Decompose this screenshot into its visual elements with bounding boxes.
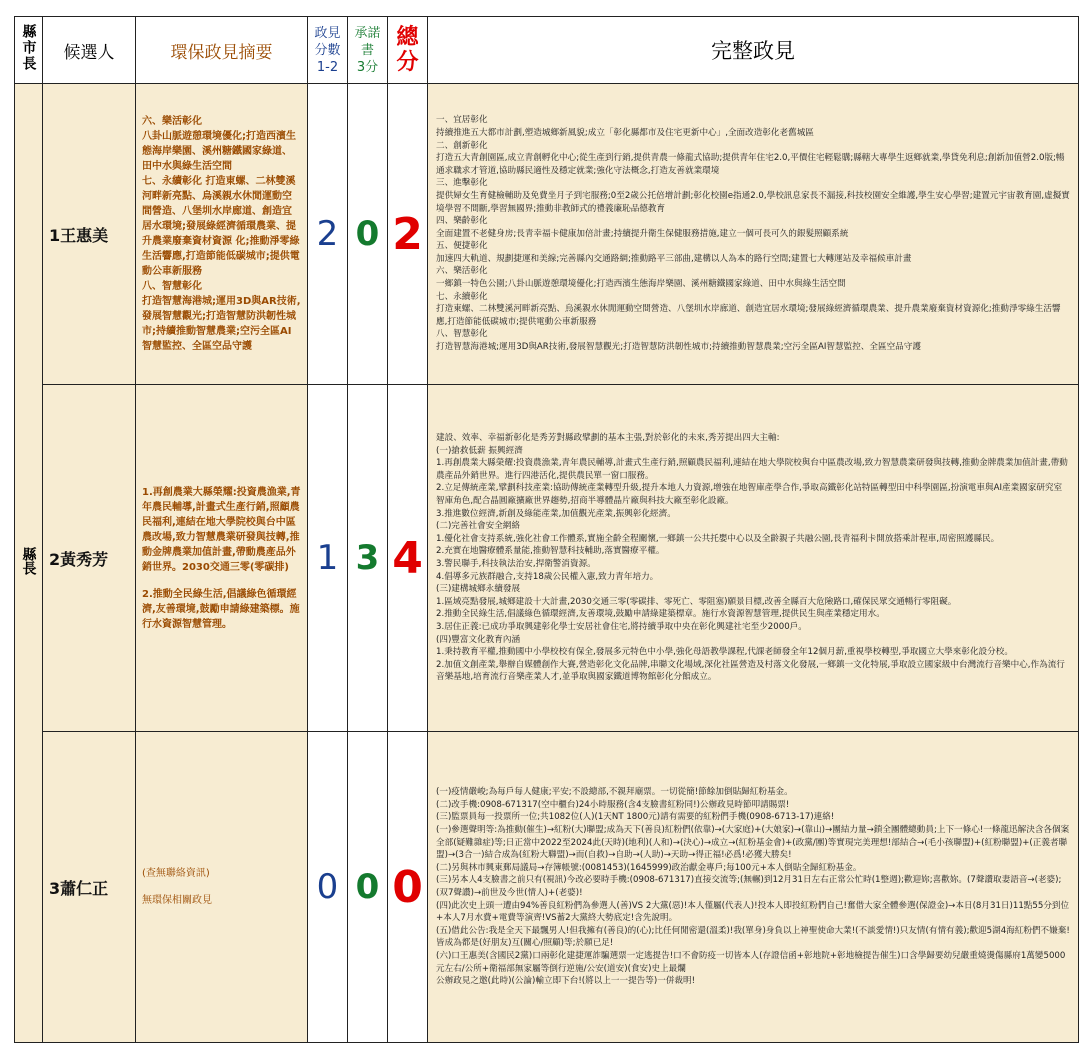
candidate-name: 3蕭仁正: [43, 732, 136, 1043]
summary-line: 六、樂活彰化: [142, 116, 202, 127]
total-value: 4: [388, 385, 428, 732]
platform-line: 1.再創農業大縣榮耀:投資農漁業,青年農民輔導,計畫式生產行銷,照顧農民福利,連結在地大學院校與台中區農改場,致力智慧農業研發與技轉,推動金牌農業加值計畫,帶動農產品外銷世界。進行四港活化,提供農民單一窗口服務。: [436, 458, 1068, 481]
pledge-value: 0: [348, 732, 388, 1043]
county-label: 縣長: [20, 547, 37, 575]
platform-line: 打造智慧海港城;運用3D與AR技術,發展智慧觀光;打造智慧防洪韌性城市;持續推動智慧農業;空污全區AI智慧監控、全區空品守護: [436, 342, 921, 353]
header-pledge-line3: 3分: [356, 59, 379, 75]
header-pledge-line2: 書: [360, 42, 374, 58]
candidate-row-1: [15, 84, 1079, 385]
platform-line: 八、智慧彰化: [436, 329, 488, 340]
summary-line: 七、永續彰化 打造東螺、二林雙溪河畔新亮點、烏溪親水休閒運動空間營造、八堡圳水岸廊道、創造宜居水環境;發展綠經濟循環農業、提升農業廢棄資材資源 化;推動淨零綠生活響應,打造節能低碳城市;提供電動公車新服務: [142, 176, 300, 277]
header-total-line1: 總: [396, 25, 419, 50]
platform-line: 2.推動全民綠生活,倡議綠色循環經濟,友善環境,鼓勵申請綠建築標章。施行水資源智慧管理,提供民生與產業穩定用水。: [436, 609, 885, 620]
candidate-name: 1王惠美: [43, 84, 136, 385]
score-value: 0: [308, 732, 348, 1043]
platform-line: (二)改手機:0908-671317(空中櫃台)24小時服務(含4支臉書紅粉同!)公辦政見時節叩請賜票!: [436, 799, 790, 810]
candidate-row-2: [15, 385, 1079, 732]
platform-line: 四、樂齡彰化: [436, 216, 488, 227]
platform-line: 3.警民聯手,科技執法治安,捍衛警消資源。: [436, 559, 596, 569]
platform-line: (一)參選聲明等:為推動(催生)→紅粉(大)聯盟;成為天下(善良)紅粉們(依靠)→(大家庭)+(大娘家)→(靠山)→團結力量→鎖全團體總動員;上下一條心!一條龍迅解決含各個案全部(疑難雜症)等;日正當中2022至2024此(天時)(地利)(人和)→(決心)→成立→(紅粉基金會)+(政黨/團)等實現完美理想!部結合→(毛小孩聯盟)+(紅粉聯盟)+(正義者聯盟)→(3合一)結合成為(紅粉大聯盟)→而(自救)→自助→(人助)→天助→得正福!必爲!必獲大勝矣!: [436, 825, 1070, 861]
pledge-value: 3: [348, 385, 388, 732]
score-value: 1: [308, 385, 348, 732]
total-value: 2: [388, 84, 428, 385]
summary-cell: [136, 385, 308, 732]
header-row: [15, 17, 1079, 84]
full-platform-cell: [428, 385, 1079, 732]
platform-line: (六)口王惠美(含國民2黨)口兩彰化建捷運詐騙選票一定逃提告!口不會防疫一切皆本人(存證信函+彰地院+彰地檢提告催生)口含學歸要幼兒嚴重燒燙傷縣府1萬變5000元左右/公所+衛福部無家屬等倒行逆施/公安(道安)(食安)史上最爛: [436, 950, 1066, 974]
county-cell: [15, 84, 43, 1043]
platform-line: 3.居住正義:已成功爭取興建彰化學士安居社會住宅,將持續爭取中央在彰化興建社宅至少2000戶。: [436, 621, 807, 632]
platform-line: 一鄉鎮一特色公園;八卦山脈遊憩環境優化;打造西濱生態海岸樂園、溪州糖鐵國家綠道、田中水與綠生活空間: [436, 279, 846, 290]
platform-line: (一)搶救低薪 振興經濟: [436, 445, 523, 456]
score-value: 2: [308, 84, 348, 385]
header-score-line3: 1-2: [316, 59, 339, 75]
summary-spacer: [142, 575, 301, 587]
platform-line: (三)監票員每一投票所一位;共1082位(人)(1天NT 1800元)請有需要的紅粉們手機(0908-6713-17)連絡!: [436, 812, 835, 823]
platform-line: 加速四大軌道、規劃捷運和美線;完善縣內交通路網;推動路平三部曲,建構以人為本的路行空間;建置七大轉運站及幸福候車計畫: [436, 253, 912, 264]
full-platform-cell: [428, 84, 1079, 385]
summary-cell: [136, 84, 308, 385]
platform-line: (五)借此公告:我是全天下最飄男人!但我擁有(善良)的(心);比任何閒密還(溫柔)!我(單身)身負以上神聖使命大業!(不談愛情!)只友情(有情有義);歡迎5湖4海紅粉們不嫌棄!皆成為都是(好朋友)互(關心/照顧)等;於願已足!: [436, 925, 1070, 949]
header-summary: 環保政見摘要: [136, 17, 308, 84]
platform-line: 五、便捷彰化: [436, 241, 488, 252]
summary-line: 八、智慧彰化: [142, 281, 202, 292]
platform-line: 六、樂活彰化: [436, 266, 488, 277]
platform-line: 打造東螺、二林雙溪河畔新亮點、烏溪親水休閒運動空間營造、八堡圳水岸廊道、創造宜居水環境;發展綠經濟循環農業、提升農業廢棄資材資源化;推動淨零綠生活響應,打造節能低碳城市;提供電動公車新服務: [436, 304, 1061, 327]
header-county: 縣市長: [15, 17, 43, 84]
platform-line: 1.優化社會支持系統,強化社會工作體系,實施全齡全程關懷,一鄉鎮一公共托嬰中心以及全齡親子共融公園,長青福利卡開放搭乘計程車,周密照護縣民。: [436, 533, 1000, 544]
platform-line: 建設、效率、幸福新彰化是秀芳對縣政擘劃的基本主張,對於彰化的未來,秀芳提出四大主軸:: [436, 433, 780, 444]
candidate-name: 2黃秀芳: [43, 385, 136, 732]
platform-line: (三)另本人4支臉書之前只有(視訊)今改必要時手機:(0908-671317)直接交流等;(無輾)到12月31日左右正常公忙時(1整週);歡迎妳;喜歡妳。(7聲讚取妻語音→(老婆);(双7聲讚)→前世及今世(情人)+(老婆)!: [436, 875, 1062, 898]
platform-line: 4.倡導多元族群融合,支持18歲公民權入憲,致力青年培力。: [436, 571, 659, 582]
platform-line: (二)完善社會安全網絡: [436, 521, 521, 532]
platform-line: (三)建構城鄉永續發展: [436, 584, 521, 595]
platform-line: 提供婦女生育健檢輔助及免費坐月子到宅服務;0至2歲公托倍增計劃;彰化校園e指通2.0,學校訊息家長不漏接,科技校園安全維護,學生安心學習;建置元宇宙教育園,虛擬實境學習不間斷,學習無國界;推動非教師式的禮義廉恥品德教育: [436, 190, 1070, 214]
platform-line: (四)豐富文化教育內涵: [436, 634, 521, 645]
summary-line: 無環保相關政見: [142, 895, 212, 906]
header-score-line1: 政見: [314, 25, 341, 41]
platform-line: (四)此次史上頭一遭由94%善良紅粉們為參選人(善)VS 2大黨(惡)!本人僅屬(代表人)!投本人即投紅粉們自己!奮借大家全體參選(保證金)→本日(8月31日)11點55分到位+本人7月水費+電費等演齊!VS蓄2大黨終大勢底定!含先說明。: [436, 900, 1070, 924]
summary-line: 打造智慧海港城;運用3D與AR技術,發展智慧觀光;打造智慧防洪韌性城市;持續推動智慧農業;空污全區AI智慧監控、全區空品守護: [142, 296, 301, 352]
platform-line: 二、創新彰化: [436, 140, 488, 151]
platform-line: (二)另與林市興東郵局議局→存簿帳號:(0081453)(1645999)政治獻金專戶;每100元+本人倒貼全歸紅粉基金。: [436, 862, 862, 873]
platform-line: 2.充實在地醫療體系量能,推動智慧科技輔助,落實醫療平權。: [436, 546, 665, 557]
candidate-row-3: [15, 732, 1079, 1043]
full-platform-cell: [428, 732, 1079, 1043]
summary-spacer: [142, 881, 301, 893]
platform-line: 全面建置不老健身房;長青幸福卡健康加倍計畫;持續提升衛生保健服務措施,建立一個可長可久的銀髮照顧系統: [436, 228, 849, 239]
summary-line: (查無聯絡資訊): [142, 868, 210, 879]
pledge-value: 0: [348, 84, 388, 385]
platform-line: 持續推進五大都市計劃,塑造城鄉新風貌;成立「彰化縣都市及住宅更新中心」,全面改造彰化老舊城區: [436, 127, 814, 138]
header-score-line2: 分數: [314, 42, 341, 58]
platform-line: (一)疫情嚴峻;為每戶每人健康;平安;不設總部,不親拜廟票。一切從簡!節餘加倒貼歸紅粉基金。: [436, 787, 793, 798]
platform-line: 七、永續彰化: [436, 291, 488, 302]
platform-line: 2.立足傳統產業,擘劃科技產業:協助傳統產業轉型升級,提升本地人力資源,增強在地智庫產學合作,爭取高鐵彰化站特區轉型田中科學園區,扮演電車與AI產業國家研究室智庫角色,配合晶圓廠擴廠世界趨勢,招商半導體晶片廠與科技大廠至彰化設廠。: [436, 483, 1063, 507]
header-candidate: 候選人: [43, 17, 136, 84]
summary-cell: [136, 732, 308, 1043]
platform-line: 一、宜居彰化: [436, 115, 488, 126]
platform-line: 3.推進數位經濟,新創及綠能產業,加值觀光產業,振興彰化經濟。: [436, 508, 676, 519]
platform-line: 公辦政見之邀(此時)(公論)輸立即下台!(將以上一一提告等)一併裁明!: [436, 976, 696, 987]
platform-line: 1.秉持教育平權,推動國中小學校校有保全,發展多元特色中小學,強化母語教學課程,代課老師發全年12個月薪,重視學校轉型,爭取國立大學來彰化設分校。: [436, 647, 1013, 658]
platform-line: 1.區域亮點發展,城鄉建設十大計畫,2030交通三零(零碳排、零死亡、零阻塞)願景目標,改善全縣百大危險路口,確保民眾交通暢行零阻礙。: [436, 596, 957, 607]
header-total-line2: 分: [396, 50, 419, 75]
platform-line: 三、進擊彰化: [436, 178, 488, 189]
header-score: [308, 17, 348, 84]
summary-line: 1.再創農業大縣榮耀:投資農漁業,青年農民輔導,計畫式生產行銷,照顧農民福利,連結在地大學院校與台中區農改場,致力智慧農業研發與技轉,推動金牌農業加值計畫,帶動農產品外銷世界。2030交通三零(零碳排): [142, 486, 301, 573]
header-total: [388, 17, 428, 84]
platform-line: 打造五大青創園區,成立青創孵化中心;從生產到行銷,提供青農一條龍式協助;提供青年住宅2.0,平價住宅輕鬆購;縣轄大專學生返鄉就業,學貸免利息;創新加值營2.0版;暢通求職求才管道,協助縣民適性及穩定就業;強化守法概念,打造友善就業環境: [436, 153, 1065, 176]
candidate-table: [14, 16, 1079, 1043]
summary-line: 2.推動全民綠生活,倡議綠色循環經濟,友善環境,鼓勵申請綠建築標。施行水資源智慧管理。: [142, 588, 300, 630]
header-pledge: [348, 17, 388, 84]
total-value: 0: [388, 732, 428, 1043]
header-full-platform: 完整政見: [428, 17, 1079, 84]
summary-line: 八卦山脈遊憩環境優化;打造西濱生態海岸樂園、溪州糖鐵國家綠道、田中水與綠生活空間: [142, 131, 296, 172]
header-pledge-line1: 承諾: [354, 25, 381, 41]
platform-line: 2.加值文創產業,舉辦自媒體創作大賽,營造彰化文化品牌,串聯文化場域,深化社區營造及村落文化發展,一鄉鎮一文化特展,爭取設立國家級中台灣流行音樂中心,作為流行音樂基地,培育流行音樂產業人才,並爭取與國家鐵道博物館彰化分館成立。: [436, 659, 1065, 683]
